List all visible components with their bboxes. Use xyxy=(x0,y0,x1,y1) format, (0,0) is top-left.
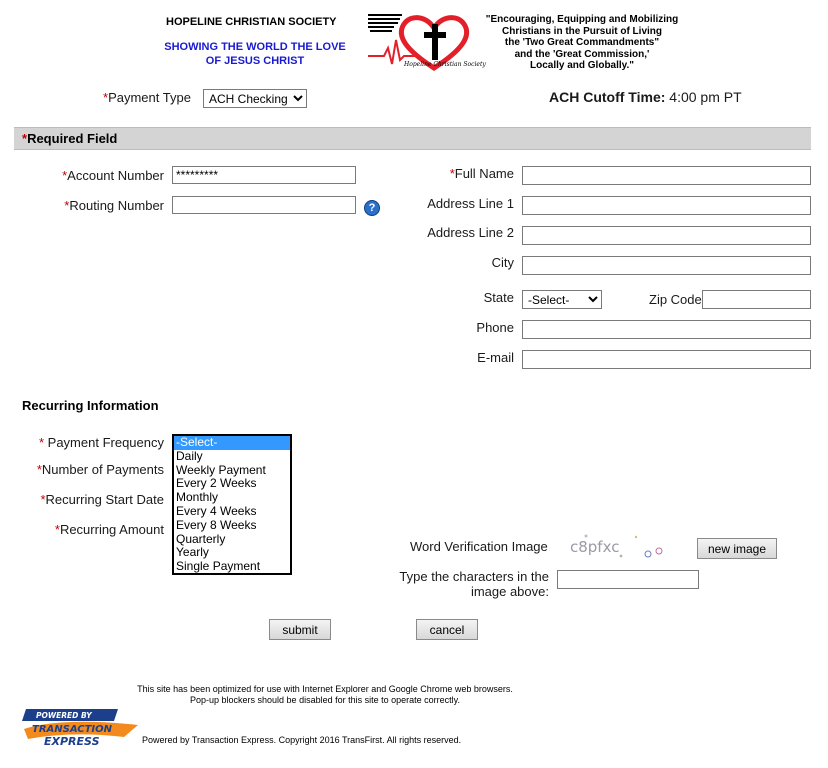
address-line2-input[interactable] xyxy=(522,226,811,245)
required-asterisk: * xyxy=(22,131,28,146)
recurring-amount-label: *Recurring Amount xyxy=(54,522,164,537)
phone-label: Phone xyxy=(476,320,514,335)
email-input[interactable] xyxy=(522,350,811,369)
frequency-option[interactable]: Every 4 Weeks xyxy=(176,503,257,518)
captcha-image xyxy=(566,532,690,562)
captcha-instructions-label: Type the characters in the image above: xyxy=(399,569,549,599)
payment-type-select[interactable] xyxy=(203,89,307,108)
payment-frequency-label: * Payment Frequency xyxy=(38,435,164,450)
frequency-option[interactable]: Every 8 Weeks xyxy=(176,517,257,532)
payment-frequency-listbox[interactable] xyxy=(172,434,292,575)
address-line1-label: Address Line 1 xyxy=(427,196,514,211)
mission-line: Christians in the Pursuit of Living xyxy=(501,25,662,37)
frequency-option[interactable]: Single Payment xyxy=(176,559,261,574)
frequency-option[interactable]: Daily xyxy=(176,448,203,463)
mission-statement xyxy=(484,14,680,72)
email-label: E-mail xyxy=(477,350,514,365)
account-number-input[interactable] xyxy=(172,166,356,184)
ach-cutoff-value: 4:00 pm PT xyxy=(669,89,742,105)
recurring-start-date-label: *Recurring Start Date xyxy=(40,492,164,507)
zip-code-input[interactable] xyxy=(702,290,811,309)
logo-caption: Hopeline Christian Society xyxy=(404,61,486,68)
slogan-line-1: SHOWING THE WORLD THE LOVE xyxy=(164,41,346,53)
cross-icon xyxy=(432,24,438,60)
mission-line: "Encouraging, Equipping and Mobilizing xyxy=(485,14,679,25)
mission-line: and the 'Great Commission,' xyxy=(514,48,650,60)
copyright-text: Powered by Transaction Express. Copyright 2016 TransFirst. All rights reserved. xyxy=(142,735,462,745)
required-field-label: Required Field xyxy=(27,131,118,146)
number-of-payments-label: *Number of Payments xyxy=(36,462,164,477)
word-verification-label: Word Verification Image xyxy=(410,539,548,554)
logo-transaction: TRANSACTION xyxy=(32,724,113,735)
captcha-text: c8pfxc xyxy=(570,538,620,556)
frequency-option[interactable]: Monthly xyxy=(176,490,219,505)
state-label: State xyxy=(483,290,514,305)
account-number-label: *Account Number xyxy=(62,168,164,183)
frequency-option[interactable]: Quarterly xyxy=(176,531,226,546)
cancel-button[interactable]: cancel xyxy=(416,619,478,640)
ach-cutoff-label: ACH Cutoff Time: xyxy=(549,89,666,105)
payment-type-label: *Payment Type xyxy=(103,90,191,105)
full-name-input[interactable] xyxy=(522,166,811,185)
transaction-express-logo xyxy=(22,707,140,751)
state-select[interactable] xyxy=(522,290,602,309)
mission-line: the 'Two Great Commandments" xyxy=(504,37,660,48)
submit-button[interactable]: submit xyxy=(269,619,331,640)
frequency-option[interactable]: Yearly xyxy=(176,545,209,560)
address-line2-label: Address Line 2 xyxy=(427,225,514,240)
logo-powered-by: POWERED BY xyxy=(36,711,92,720)
address-line1-input[interactable] xyxy=(522,196,811,215)
zip-code-label: Zip Code xyxy=(649,292,702,307)
frequency-option[interactable]: -Select- xyxy=(174,436,290,450)
required-field-band xyxy=(14,127,811,150)
new-image-button[interactable]: new image xyxy=(697,538,777,559)
slogan-line-2: OF JESUS CHRIST xyxy=(205,55,305,67)
routing-number-label: *Routing Number xyxy=(64,198,164,213)
frequency-option[interactable]: Weekly Payment xyxy=(176,462,266,477)
recurring-info-title: Recurring Information xyxy=(22,398,159,413)
browser-note: This site has been optimized for use with Internet Explorer and Google Chrome web browsers. Pop-up blockers should be disabled for this site to operate correctly. xyxy=(137,684,513,705)
mission-line: Locally and Globally." xyxy=(529,60,635,71)
frequency-option[interactable]: Every 2 Weeks xyxy=(176,476,257,491)
routing-help-icon[interactable]: ? xyxy=(364,200,380,216)
phone-input[interactable] xyxy=(522,320,811,339)
routing-number-input[interactable] xyxy=(172,196,356,214)
heart-cross-logo xyxy=(366,10,486,72)
logo-small-text xyxy=(368,14,402,32)
org-slogan xyxy=(150,40,360,68)
captcha-input[interactable] xyxy=(557,570,699,589)
city-label: City xyxy=(491,255,514,270)
city-input[interactable] xyxy=(522,256,811,275)
org-name: HOPELINE CHRISTIAN SOCIETY xyxy=(166,16,337,28)
ach-cutoff xyxy=(549,89,742,105)
full-name-label: *Full Name xyxy=(449,166,514,181)
logo-express: EXPRESS xyxy=(44,735,100,748)
